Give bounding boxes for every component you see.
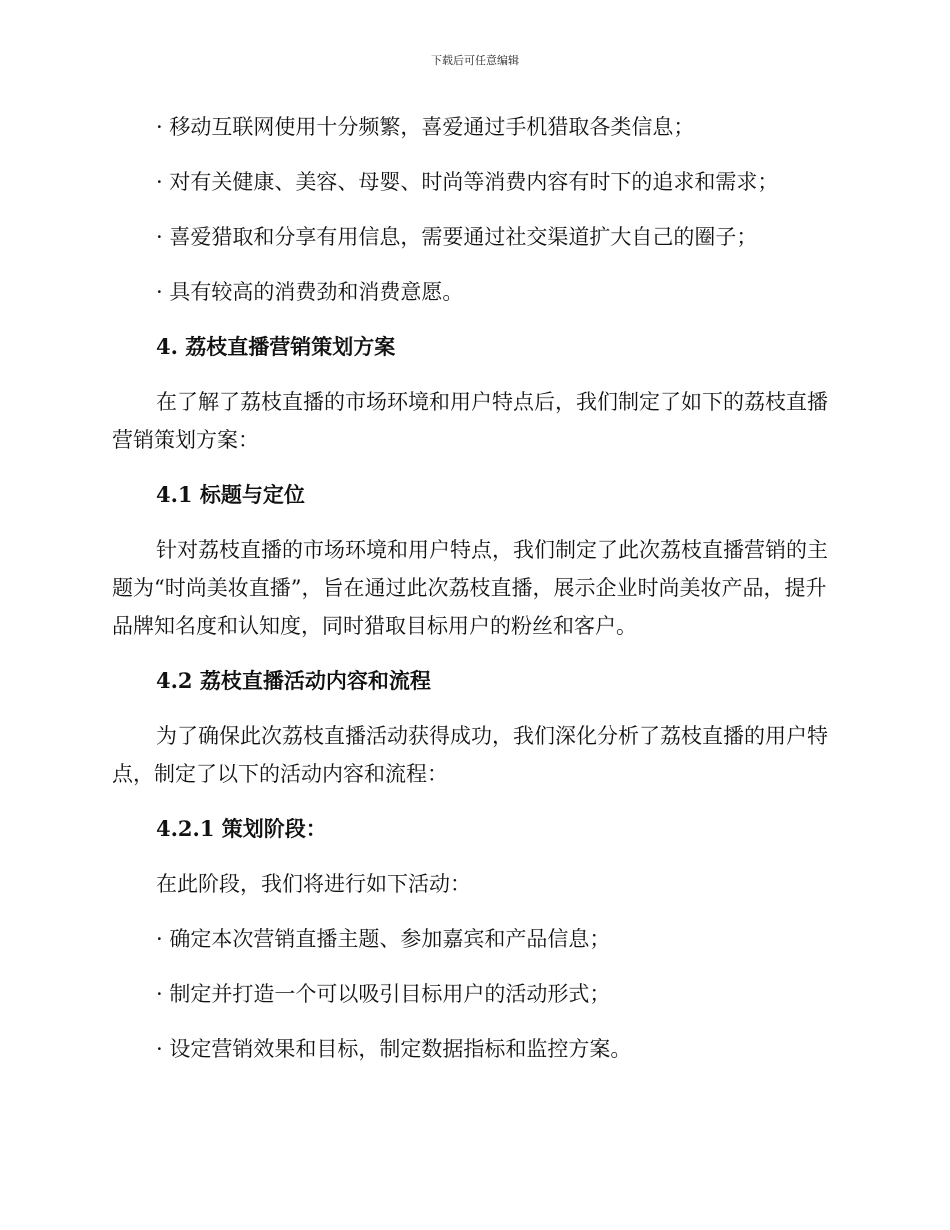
bullet-item: · 对有关健康、美容、母婴、时尚等消费内容有时下的追求和需求；	[156, 170, 779, 194]
bullet-item: · 制定并打造一个可以吸引目标用户的活动形式；	[156, 982, 611, 1006]
bullet-item: · 确定本次营销直播主题、参加嘉宾和产品信息；	[156, 927, 611, 951]
body-paragraph: 为了确保此次荔枝直播活动获得成功，我们深化分析了荔枝直播的用户特点，制定了以下的活动内容和流程：	[112, 724, 828, 786]
section-heading: 4.2 荔枝直播活动内容和流程	[156, 668, 431, 693]
bullet-item: · 喜爱猎取和分享有用信息，需要通过社交渠道扩大自己的圈子；	[156, 225, 758, 249]
page-header: 下载后可任意编辑	[431, 54, 519, 67]
section-heading: 4.1 标题与定位	[156, 482, 305, 507]
bullet-item: · 设定营销效果和目标，制定数据指标和监控方案。	[156, 1037, 632, 1061]
document-body	[112, 108, 832, 1085]
intro-line: 在此阶段，我们将进行如下活动：	[156, 872, 471, 896]
bullet-item: · 具有较高的消费劲和消费意愿。	[156, 280, 464, 304]
bullet-item: · 移动互联网使用十分频繁，喜爱通过手机猎取各类信息；	[156, 115, 695, 139]
subsection-heading: 4.2.1 策划阶段：	[156, 816, 327, 841]
section-heading: 4. 荔枝直播营销策划方案	[156, 334, 396, 359]
body-paragraph: 针对荔枝直播的市场环境和用户特点，我们制定了此次荔枝直播营销的主题为“时尚美妆直播”，旨在通过此次荔枝直播，展示企业时尚美妆产品，提升品牌知名度和认知度，同时猎取目标用户的粉丝和客户。	[112, 538, 828, 638]
body-paragraph: 在了解了荔枝直播的市场环境和用户特点后，我们制定了如下的荔枝直播营销策划方案：	[112, 390, 828, 452]
